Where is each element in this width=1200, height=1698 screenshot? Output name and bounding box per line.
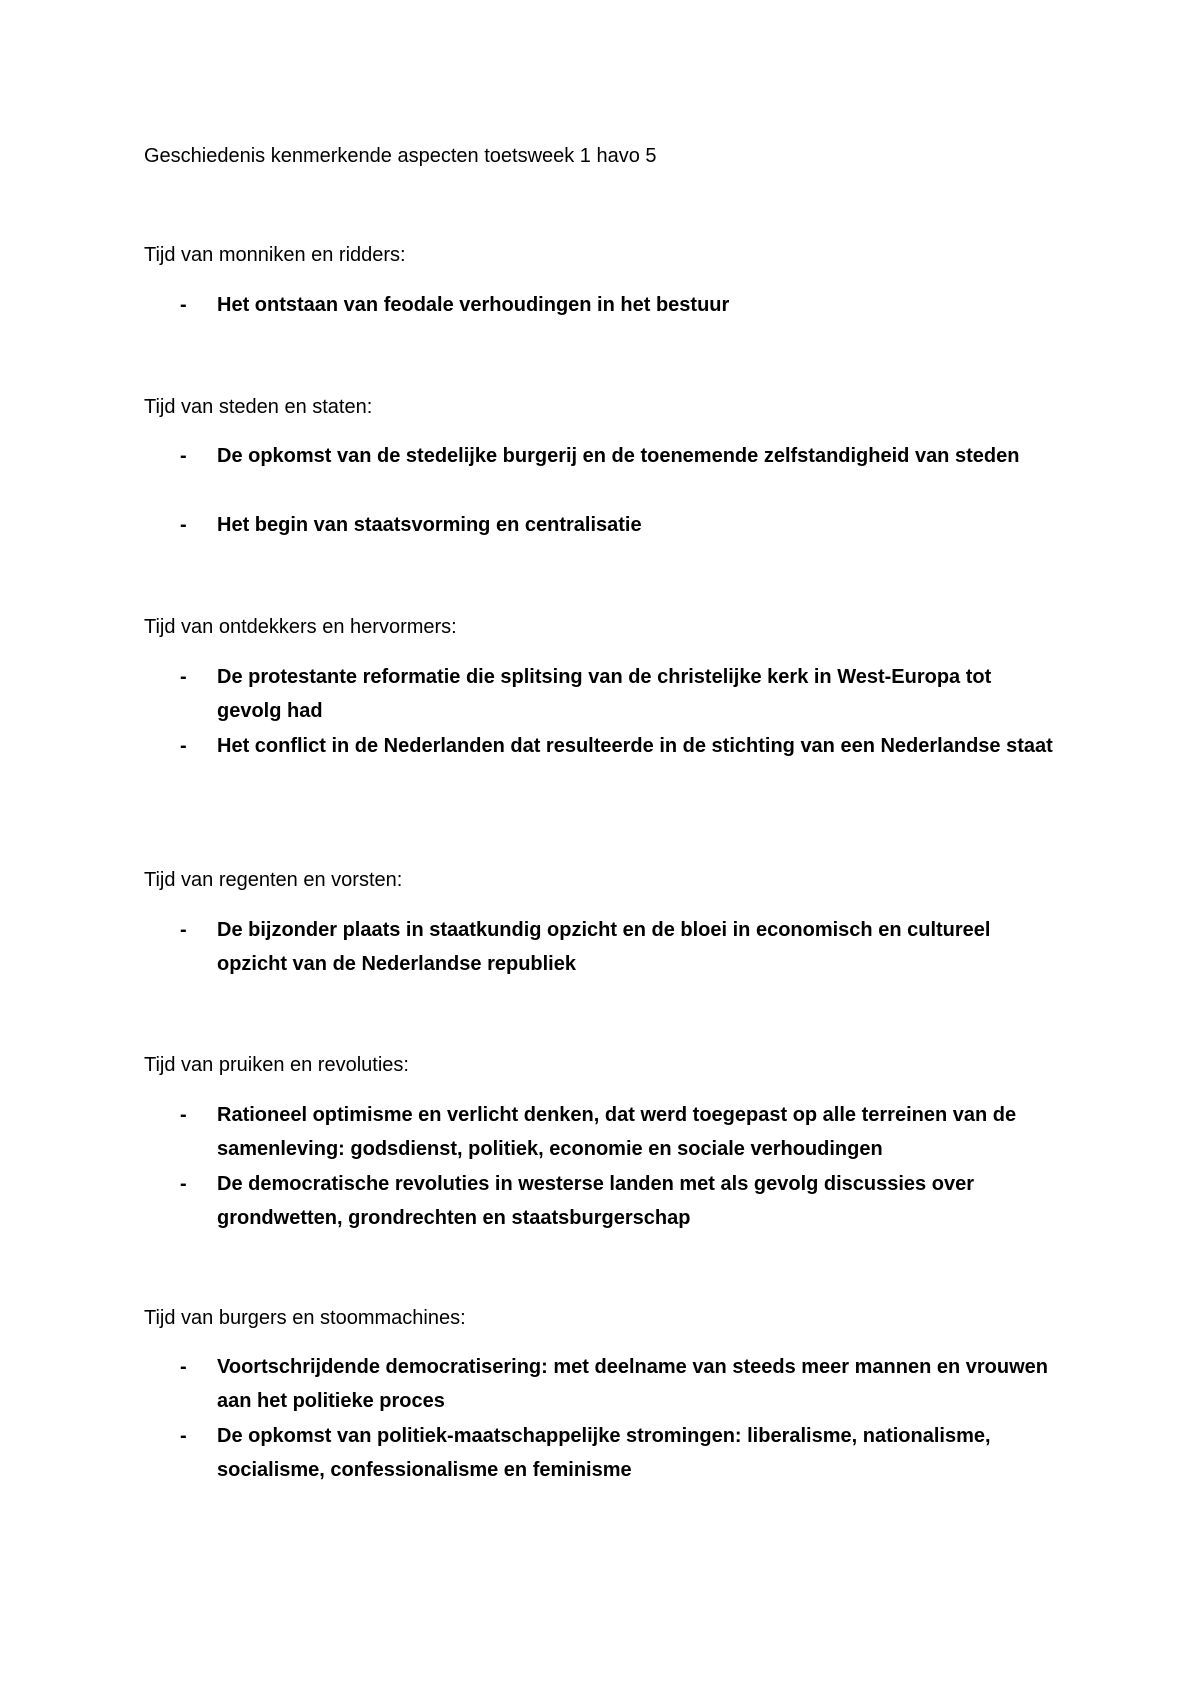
section-heading-ontdekkers-hervormers: Tijd van ontdekkers en hervormers: (144, 616, 457, 638)
list-item (180, 439, 1060, 473)
list-item-text: Voortschrijdende democratisering: met deelname van steeds meer mannen en vrouwen aan het politieke proces (217, 1356, 1048, 1412)
list-item (180, 660, 1060, 728)
list-item-text: Het conflict in de Nederlanden dat resulteerde in de stichting van een Nederlandse staat (217, 735, 1053, 757)
section-heading-monniken-ridders: Tijd van monniken en ridders: (144, 244, 406, 266)
list-item (180, 729, 1060, 763)
section-heading-regenten-vorsten: Tijd van regenten en vorsten: (144, 869, 403, 891)
list-item (180, 508, 1060, 542)
bullet-marker: - (180, 1425, 187, 1447)
list-item-text: De protestante reformatie die splitsing van de christelijke kerk in West-Europa tot gevolg had (217, 666, 992, 722)
section-heading-pruiken-revoluties: Tijd van pruiken en revoluties: (144, 1054, 409, 1076)
list-item-text: De opkomst van de stedelijke burgerij en de toenemende zelfstandigheid van steden (217, 445, 1020, 467)
list-item-text: Rationeel optimisme en verlicht denken, dat werd toegepast op alle terreinen van de samenleving: godsdienst, politiek, economie en sociale verhoudingen (217, 1104, 1017, 1160)
bullet-marker: - (180, 735, 187, 757)
bullet-marker: - (180, 666, 187, 688)
section-heading-steden-staten: Tijd van steden en staten: (144, 396, 373, 418)
list-item-text: Het begin van staatsvorming en centralisatie (217, 514, 642, 536)
list-item (180, 1167, 1060, 1235)
document-title: Geschiedenis kenmerkende aspecten toetsweek 1 havo 5 (144, 145, 657, 167)
list-item-text: De democratische revoluties in westerse landen met als gevolg discussies over grondwetten, grondrechten en staatsburgerschap (217, 1173, 974, 1229)
list-item-text: De bijzonder plaats in staatkundig opzicht en de bloei in economisch en cultureel opzicht van de Nederlandse republiek (217, 919, 991, 975)
bullet-marker: - (180, 514, 187, 536)
bullet-marker: - (180, 294, 187, 316)
list-item-text: Het ontstaan van feodale verhoudingen in het bestuur (217, 294, 730, 316)
bullet-marker: - (180, 919, 187, 941)
list-item (180, 1098, 1060, 1166)
bullet-marker: - (180, 1173, 187, 1195)
list-item (180, 1419, 1060, 1487)
list-item (180, 1350, 1060, 1418)
bullet-marker: - (180, 1104, 187, 1126)
list-item-text: De opkomst van politiek-maatschappelijke stromingen: liberalisme, nationalisme, socialisme, confessionalisme en feminisme (217, 1425, 991, 1481)
list-item (180, 288, 1060, 322)
list-item (180, 913, 1060, 981)
bullet-marker: - (180, 445, 187, 467)
bullet-marker: - (180, 1356, 187, 1378)
section-heading-burgers-stoommachines: Tijd van burgers en stoommachines: (144, 1307, 466, 1329)
